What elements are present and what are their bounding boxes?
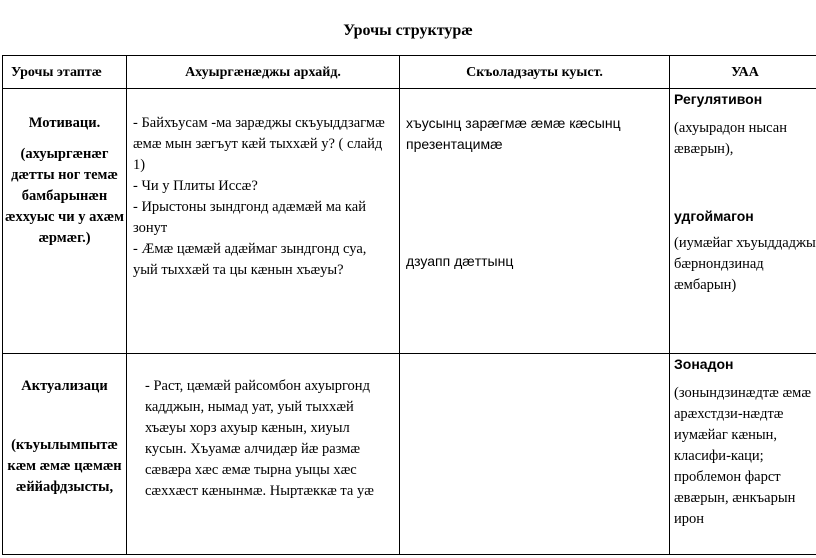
- uaa-heading: Регулятивон: [674, 91, 763, 107]
- stage-description: (къуылымпытæ кæм æмæ цæмæн æййафдзысты,: [7, 437, 122, 495]
- stage-description: (ахуыргæнæг дæтты ног темæ бамбарынæн æххуыс чи у ахæм æрмæг.): [5, 146, 124, 246]
- uaa-cell: [670, 354, 816, 555]
- teacher-line: - Æмæ цæмæй адæймаг зындгонд суа, уый тыххæй та цы кæнын хъæуы?: [133, 241, 367, 278]
- uaa-text: (зонындзинæдтæ æмæ арæхстдзи-нæдтæ иумæйаг кæнын, класифи-каци; проблемон фарст æвæрын, æнкъарын ирон: [674, 385, 811, 527]
- uaa-text: (иумæйаг хъуыддаджы бæрнондзинад æмбарын): [674, 235, 816, 293]
- lesson-structure-table: [2, 55, 816, 555]
- students-line: хъусынц зарæгмæ æмæ кæсынц презентацимæ: [406, 115, 621, 152]
- uaa-cell: [670, 89, 816, 354]
- page-title: Урочы структурæ: [343, 22, 473, 39]
- teacher-line: - Чи у Плиты Иссæ?: [133, 178, 258, 194]
- teacher-activity-cell: [127, 354, 400, 555]
- uaa-heading: удгоймагон: [674, 208, 754, 224]
- teacher-line: - Байхъусам -ма зарæджы скъуыддзагмæ æмæ мын зæгъут кæй тыххæй у? ( слайд 1): [133, 115, 385, 173]
- teacher-line: - Ирыстоны зындгонд адæмæй ма кай зонут: [133, 199, 366, 236]
- header-teacher: Ахуыргæнæджы архайд.: [127, 56, 400, 89]
- header-students: Скъоладзауты куыст.: [400, 56, 670, 89]
- students-work-cell: [400, 89, 670, 354]
- uaa-text: (ахуырадон нысан æвæрын),: [674, 120, 787, 157]
- header-stages: Урочы этаптæ: [3, 56, 127, 89]
- stage-cell: [3, 354, 127, 555]
- table-header-row: [3, 56, 816, 89]
- header-uaa: УАА: [670, 56, 816, 89]
- stage-cell: [3, 89, 127, 354]
- teacher-activity-cell: [127, 89, 400, 354]
- table-row: [3, 354, 816, 555]
- teacher-line: - Раст, цæмæй райсомбон ахуыргонд кадджын, нымад уат, уый тыххæй хъæуы хорз ахуыр кæнын, хиуыл кусын. Хъуамæ алчидæр йæ размæ сæвæра хæс æмæ тырна уыцы хæс сæххæст кæнынмæ. Ныртæккæ та уæ: [145, 378, 374, 499]
- students-line: дзуапп дæттынц: [406, 253, 514, 269]
- stage-name: Мотиваци.: [28, 115, 101, 131]
- students-work-cell: [400, 354, 670, 555]
- table-row: [3, 89, 816, 354]
- stage-name: Актуализаци: [21, 378, 108, 394]
- uaa-heading: Зонадон: [674, 356, 734, 372]
